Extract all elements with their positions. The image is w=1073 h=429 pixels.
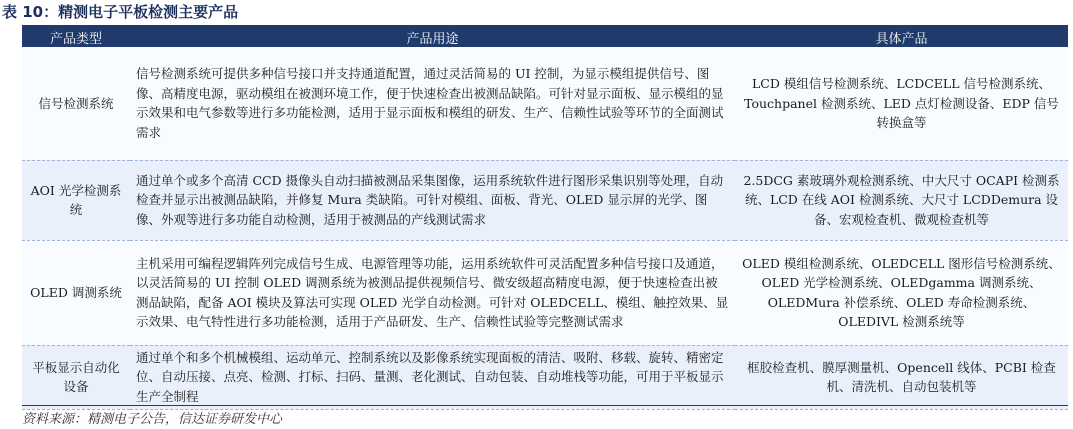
row-product-type: 信号检测系统 <box>22 47 130 160</box>
header-product-use: 产品用途 <box>130 27 735 47</box>
header-row <box>22 27 1068 47</box>
row-product-use: 通过单个和多个机械模组、运动单元、控制系统以及影像系统实现面板的清洁、吸附、移载、旋转、精密定位、自动压接、点亮、检测、打标、扫码、量测、老化测试、自动包装、自动堆栈等功能，可用于平板显示生产全制程 <box>130 345 735 409</box>
table-row <box>22 47 1068 160</box>
header-product-type: 产品类型 <box>22 27 130 47</box>
row-product-type: OLED 调测系统 <box>22 240 130 345</box>
row-product-use: 主机采用可编程逻辑阵列完成信号生成、电源管理等功能，运用系统软件可灵活配置多种信号接口及通道，以灵活简易的 UI 控制 OLED 调测系统为被测品提供视频信号、微安级超高精度电源，便于快速检查出被测品缺陷，配备 AOI 模块及算法可实现 OLED 光学自动检测。可针对 OLEDCELL、模组、触控效果、显示效果、电气特性进行多功能检测，适用于产品研发、生产、信赖性试验等完整测试需求 <box>130 240 735 345</box>
row-specific-products: 2.5DCG 素玻璃外观检测系统、中大尺寸 OCAPI 检测系统、LCD 在线 AOI 检测系统、大尺寸 LCDDemura 设备、宏观检查机、微观检查机等 <box>735 160 1068 240</box>
row-product-use: 通过单个或多个高清 CCD 摄像头自动扫描被测品采集图像，运用系统软件进行图形采集识别等处理，自动检查并显示出被测品缺陷，并修复 Mura 类缺陷。可针对模组、面板、背光、OLED 显示屏的光学、图像、外观等进行多功能自动检测，适用于被测品的产线测试需求 <box>130 160 735 240</box>
row-product-type: 平板显示自动化设备 <box>22 345 130 409</box>
row-specific-products: LCD 模组信号检测系统、LCDCELL 信号检测系统、Touchpanel 检测系统、LED 点灯检测设备、EDP 信号转换盒等 <box>735 47 1068 160</box>
row-product-type: AOI 光学检测系统 <box>22 160 130 240</box>
row-specific-products: 框胶检查机、膜厚测量机、Opencell 线体、PCBI 检查机、清洗机、自动包装机等 <box>735 345 1068 409</box>
source-note: 资料来源：精测电子公告，信达证券研发中心 <box>22 412 283 427</box>
bottom-rule <box>22 405 1068 406</box>
table-row <box>22 160 1068 240</box>
table-row <box>22 240 1068 345</box>
products-table <box>22 27 1068 410</box>
header-specific-products: 具体产品 <box>735 27 1068 47</box>
table-row <box>22 345 1068 409</box>
row-specific-products: OLED 模组检测系统、OLEDCELL 图形信号检测系统、OLED 光学检测系统、OLEDgamma 调测系统、OLEDMura 补偿系统、OLED 寿命检测系统、OLEDIVL 检测系统等 <box>735 240 1068 345</box>
row-product-use: 信号检测系统可提供多种信号接口并支持通道配置，通过灵活简易的 UI 控制，为显示模组提供信号、图像、高精度电源，驱动模组在被测环境工作，便于快速检查出被测品缺陷。可针对显示面板、显示模组的显示效果和电气参数等进行多功能检测，适用于显示面板和模组的研发、生产、信赖性试验等环节的全面测试需求 <box>130 47 735 160</box>
table-title: 表 10：精测电子平板检测主要产品 <box>2 3 239 21</box>
